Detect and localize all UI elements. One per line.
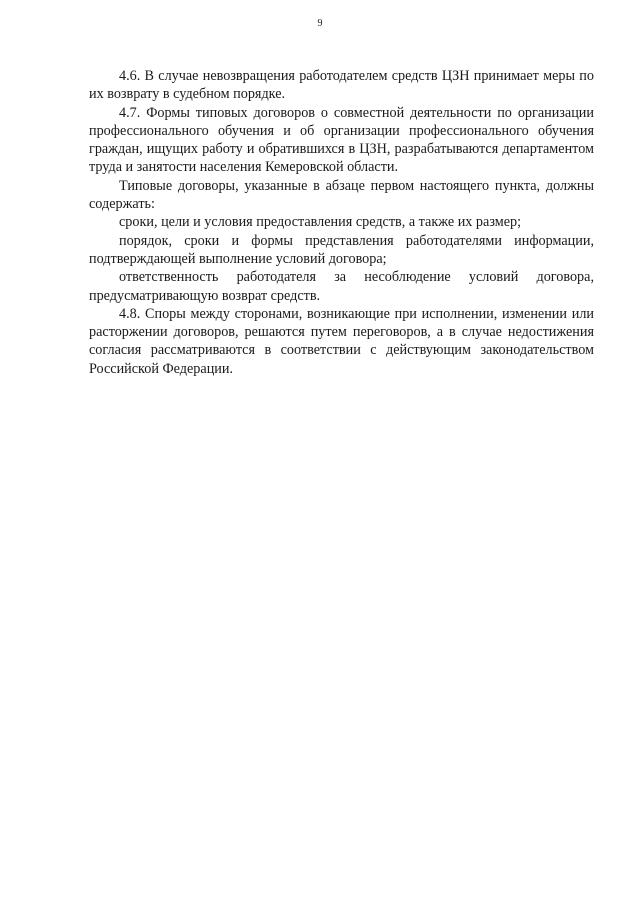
document-body xyxy=(89,67,594,378)
paragraph-reporting-procedure: порядок, сроки и формы представления работодателями информации, подтверждающей выполнение условий договора; xyxy=(89,232,594,267)
paragraph-4-6: 4.6. В случае невозвращения работодателем средств ЦЗН принимает меры по их возврату в судебном порядке. xyxy=(89,68,594,103)
paragraph-terms-goals: сроки, цели и условия предоставления средств, а также их размер; xyxy=(119,214,522,231)
paragraph-typical-contracts: Типовые договоры, указанные в абзаце первом настоящего пункта, должны содержать: xyxy=(89,177,594,213)
page-number: 9 xyxy=(317,18,323,29)
paragraph-employer-liability: ответственность работодателя за несоблюдение условий договора, предусматривающую возврат средств. xyxy=(89,269,594,304)
paragraph-4-8: 4.8. Споры между сторонами, возникающие при исполнении, изменении или расторжении договоров, решаются путем переговоров, а в случае недостижения согласия рассматриваются в соответствии с действующим законодательством Российской Федерации. xyxy=(89,305,594,377)
paragraph-4-7: 4.7. Формы типовых договоров о совместной деятельности по организации профессионального обучения и об организации профессионального обучения граждан, ищущих работу и обратившихся в ЦЗН, разрабатываются департаментом труда и занятости населения Кемеровской области. xyxy=(89,104,594,176)
